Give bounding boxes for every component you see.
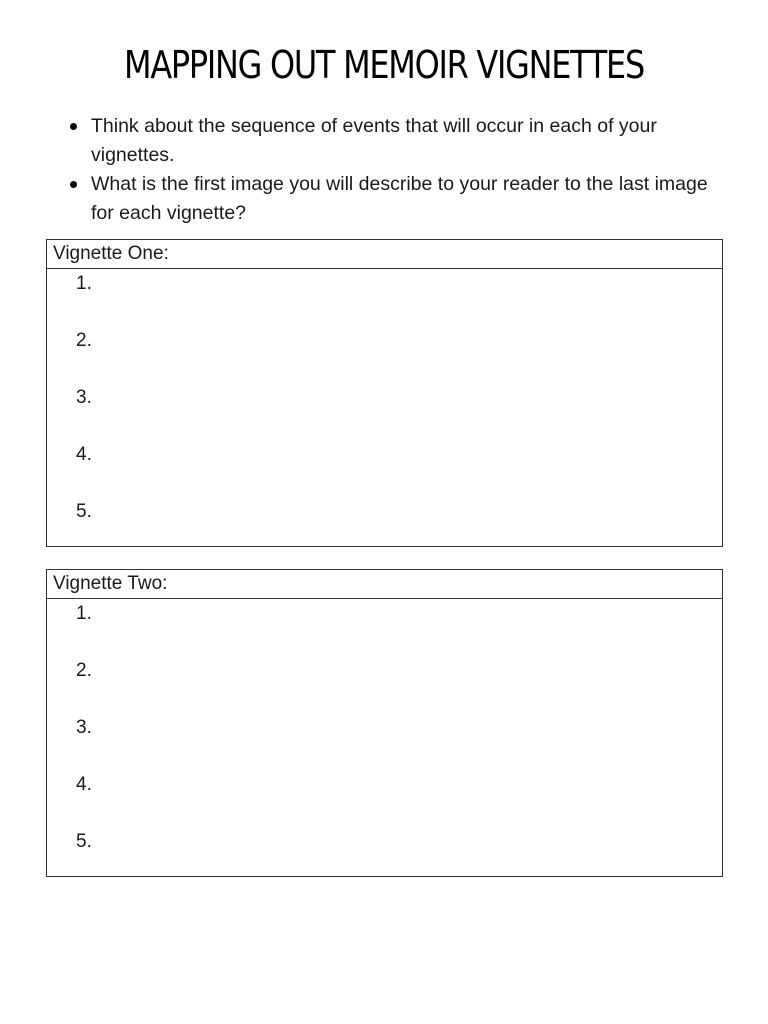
vignette-one-list	[47, 269, 722, 554]
instruction-text: Think about the sequence of events that will occur in each of your vignettes.	[91, 115, 657, 166]
page-title: MAPPING OUT MEMOIR VIGNETTES	[124, 43, 644, 87]
vignette-one-item-3[interactable]: 3.	[76, 387, 92, 408]
instruction-item	[70, 112, 730, 170]
vignette-one-box	[46, 239, 723, 547]
bullet-icon	[70, 181, 77, 188]
vignette-two-item-3[interactable]: 3.	[76, 717, 92, 738]
vignette-two-item-4[interactable]: 4.	[76, 774, 92, 795]
vignette-one-item-2[interactable]: 2.	[76, 330, 92, 351]
vignette-two-list	[47, 599, 722, 884]
instructions-list	[70, 112, 730, 228]
vignette-two-header: Vignette Two:	[47, 570, 722, 599]
instruction-item	[70, 170, 730, 228]
vignette-one-header: Vignette One:	[47, 240, 722, 269]
vignette-two-item-5[interactable]: 5.	[76, 831, 92, 852]
vignette-two-item-1[interactable]: 1.	[76, 603, 92, 624]
vignette-one-item-5[interactable]: 5.	[76, 501, 92, 522]
vignette-one-item-4[interactable]: 4.	[76, 444, 92, 465]
vignette-two-item-2[interactable]: 2.	[76, 660, 92, 681]
vignette-one-item-1[interactable]: 1.	[76, 273, 92, 294]
instruction-text: What is the first image you will describe to your reader to the last image for each vignette?	[91, 173, 708, 224]
vignette-two-box	[46, 569, 723, 877]
bullet-icon	[70, 123, 77, 130]
